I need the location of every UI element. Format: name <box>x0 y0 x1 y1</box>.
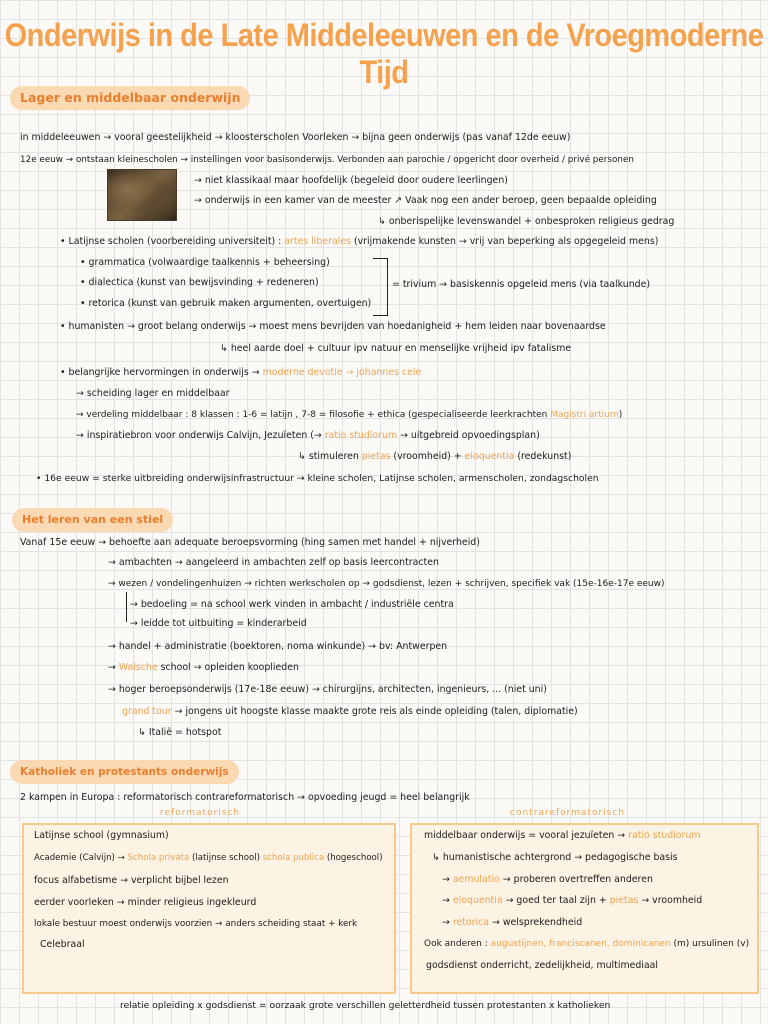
highlight-term: eloquentia <box>452 895 503 906</box>
text-span: (vroomheid) + <box>390 451 465 462</box>
page-title: Onderwijs in de Late Middeleeuwen en de Vroegmoderne Tijd <box>4 18 764 91</box>
text-line: → wezen / vondelingenhuizen → richten werkscholen op → godsdienst, lezen + schrijven, specifiek vak (15e-16e-17e eeuw) <box>108 579 665 589</box>
text-span: ↳ stimuleren <box>298 451 362 462</box>
text-line <box>298 450 571 464</box>
contra-heading: contrareformatorisch <box>510 808 626 818</box>
text-span: • Latijnse scholen (voorbereiding universiteit) : <box>60 236 285 247</box>
text-span: (hogeschool) <box>324 853 383 863</box>
reform-line <box>34 851 383 865</box>
text-span: (latijnse school) <box>189 853 263 863</box>
bracket-line <box>373 258 388 316</box>
text-line <box>60 235 658 249</box>
contra-line <box>424 937 749 951</box>
text-span: → <box>108 662 119 673</box>
text-line: → bedoeling = na school werk vinden in ambacht / industriële centra <box>130 599 454 610</box>
highlight-term: pietas <box>609 895 639 906</box>
contra-line <box>442 916 582 930</box>
text-span: → welsprekendheid <box>489 917 583 928</box>
highlight-term: Magistri artium <box>550 410 619 420</box>
highlight-term: Walsche <box>118 662 158 673</box>
text-line <box>60 366 421 380</box>
reform-heading: reformatorisch <box>160 808 241 818</box>
text-span: Academie (Calvijn) → <box>34 853 128 863</box>
contra-line <box>424 829 700 843</box>
text-span: (vrijmakende kunsten → vrij van beperking als opgegeleid mens) <box>351 236 659 247</box>
text-span: → <box>442 895 453 906</box>
highlight-term: schola publica <box>262 853 325 863</box>
text-span: → vroomheid <box>638 895 703 906</box>
highlight-term: aemulatio <box>452 874 500 885</box>
text-line <box>108 661 299 675</box>
contra-line: godsdienst onderricht, zedelijkheid, multimediaal <box>426 960 658 971</box>
text-line: ↳ onberispelijke levenswandel + onbesproken religieus gedrag <box>378 216 675 227</box>
text-line: ↳ Italië = hotspot <box>138 727 222 738</box>
text-span: • belangrijke hervormingen in onderwijs → <box>60 367 263 378</box>
highlight-term: retorica <box>452 917 490 928</box>
text-line: → onderwijs in een kamer van de meester ↗ Vaak nog een ander beroep, geen bepaalde opleiding <box>194 195 657 206</box>
text-span: → <box>442 917 453 928</box>
text-line: • dialectica (kunst van bewijsvinding + redeneren) <box>80 277 319 288</box>
text-line: → handel + administratie (boektoren, noma winkunde) → bv: Antwerpen <box>108 641 448 652</box>
reform-line: Latijnse school (gymnasium) <box>34 830 169 841</box>
section-heading-stiel: Het leren van een stiel <box>12 508 173 532</box>
text-line: = trivium → basiskennis opgeleid mens (via taalkunde) <box>392 279 651 290</box>
text-line: → scheiding lager en middelbaar <box>76 388 230 399</box>
highlight-term: artes liberales <box>284 236 351 247</box>
text-line: 2 kampen in Europa : reformatorisch contrareformatorisch → opvoeding jeugd = heel belangrijk <box>20 792 470 803</box>
highlight-term: eloquentia <box>464 451 515 462</box>
text-span: school → opleiden kooplieden <box>157 662 299 673</box>
text-line: → hoger beroepsonderwijs (17e-18e eeuw) → chirurgijns, architecten, ingenieurs, ... (niet uni) <box>108 684 547 695</box>
text-span: → <box>442 874 453 885</box>
text-span: → goed ter taal zijn + <box>502 895 610 906</box>
text-line: • humanisten → groot belang onderwijs → moest mens bevrijden van hoedanigheid + hem leiden naar bovenaardse <box>60 321 606 332</box>
highlight-term: ratio studiorum <box>324 430 398 441</box>
reform-line: lokale bestuur moest onderwijs voorzien → anders scheiding staat + kerk <box>34 919 358 929</box>
text-span: → uitgebreid opvoedingsplan) <box>397 430 540 441</box>
bracket-line <box>126 592 127 622</box>
text-line: • retorica (kunst van gebruik maken argumenten, overtuigen) <box>80 298 372 309</box>
text-span: (m) ursulinen (v) <box>670 939 750 949</box>
text-line <box>76 408 622 422</box>
text-span: → verdeling middelbaar : 8 klassen : 1-6 = latijn , 7-8 = filosofie + ethica (gespecialiseerde leerkrachten <box>76 410 551 420</box>
contra-line <box>442 873 653 887</box>
text-span: → jongens uit hoogste klasse maakte grote reis als einde opleiding (talen, diplomatie) <box>171 706 578 717</box>
text-line: • 16e eeuw = sterke uitbreiding onderwijsinfrastructuur → kleine scholen, Latijnse scholen, armenscholen, zondagscholen <box>36 473 599 484</box>
text-line: → leidde tot uitbuiting = kinderarbeid <box>130 618 307 629</box>
highlight-term: moderne devotie → johannes cele <box>262 367 422 378</box>
section-heading-katholiek-protestants: Katholiek en protestants onderwijs <box>10 760 239 784</box>
text-span: → inspiratiebron voor onderwijs Calvijn, Jezuïeten (→ <box>76 430 325 441</box>
highlight-term: ratio studiorum <box>628 830 701 841</box>
text-line <box>122 705 578 719</box>
section-heading-lager-middelbaar: Lager en middelbaar onderwijn <box>10 86 250 110</box>
reform-line: Celebraal <box>40 939 85 950</box>
reform-line: focus alfabetisme → verplicht bijbel lezen <box>34 875 229 886</box>
text-span: → proberen overtreffen anderen <box>499 874 653 885</box>
classroom-painting-image <box>107 169 177 221</box>
text-line: Vanaf 15e eeuw → behoefte aan adequate beroepsvorming (hing samen met handel + nijverheid) <box>20 537 480 548</box>
contra-line <box>442 894 702 908</box>
contra-line: ↳ humanistische achtergrond → pedagogische basis <box>432 852 678 863</box>
text-span: Ook anderen : <box>424 939 491 949</box>
footer-note: relatie opleiding x godsdienst = oorzaak grote verschillen geletterdheid tussen protestanten x katholieken <box>120 1000 611 1011</box>
text-line: → niet klassikaal maar hoofdelijk (begeleid door oudere leerlingen) <box>194 175 508 186</box>
text-line: 12e eeuw → ontstaan kleinescholen → instellingen voor basisonderwijs. Verbonden aan parochie / opgericht door overheid / privé personen <box>20 155 634 165</box>
text-line: in middeleeuwen → vooral geestelijkheid → kloosterscholen Voorleken → bijna geen onderwijs (pas vanaf 12de eeuw) <box>20 132 571 143</box>
highlight-term: Schola privata <box>127 853 190 863</box>
text-line: ↳ heel aarde doel + cultuur ipv natuur en menselijke vrijheid ipv fatalisme <box>220 343 572 354</box>
reform-line: eerder voorleken → minder religieus ingekleurd <box>34 897 257 908</box>
text-span: ) <box>618 410 623 420</box>
text-span: (redekunst) <box>514 451 572 462</box>
text-line <box>76 429 540 443</box>
highlight-term: grand tour <box>122 706 172 717</box>
text-span: middelbaar onderwijs = vooral jezuïeten → <box>424 830 629 841</box>
highlight-term: pietas <box>361 451 391 462</box>
text-line: → ambachten → aangeleerd in ambachten zelf op basis leercontracten <box>108 557 439 568</box>
highlight-term: augustijnen, franciscanen, dominicanen <box>490 939 671 949</box>
text-line: • grammatica (volwaardige taalkennis + beheersing) <box>80 257 330 268</box>
